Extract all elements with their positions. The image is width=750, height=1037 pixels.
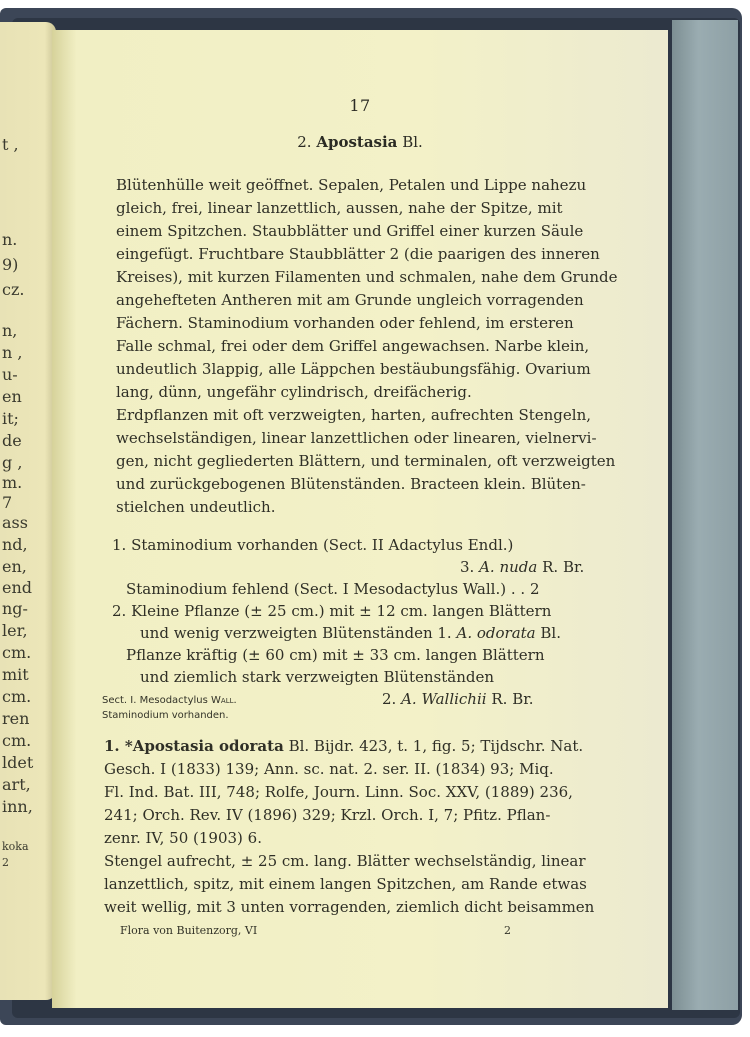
left-page-fragment: en (2, 387, 22, 406)
key-line-text: und wenig verzweigten Blütenständen 1. (140, 624, 452, 642)
left-page-fragment: n , (2, 343, 23, 362)
key-line-text: Staminodium fehlend (Sect. I Mesodactylus Wall.) . (126, 580, 516, 598)
key-result-species: A. nuda (479, 558, 538, 576)
text-line: stielchen undeutlich. (116, 498, 276, 516)
text-line: Erdpflanzen mit oft verzweigten, harten, aufrechten Stengeln, (116, 406, 591, 424)
page-block-edge (672, 20, 738, 1010)
left-page-fragment: cm. (2, 687, 32, 706)
left-page-fragment: en, (2, 557, 27, 576)
species-citation: Bl. Bijdr. 423, t. 1, fig. 5; Tijdschr. Nat. (283, 737, 584, 755)
species-entry-line (104, 737, 583, 755)
text-line: zenr. IV, 50 (1903) 6. (104, 829, 262, 847)
left-page-fragment: n, (2, 321, 18, 340)
text-line: wechselständigen, linear lanzettlichen oder linearen, vielnervi- (116, 429, 597, 447)
left-page (0, 22, 56, 1000)
left-page-fragment: inn, (2, 797, 33, 816)
left-page-fragment: it; (2, 409, 19, 428)
key-line-lead: . 2 (520, 580, 540, 598)
left-page-fragment: end (2, 578, 33, 597)
heading-genus: Apostasia (316, 133, 398, 151)
left-page-fragment: koka (2, 840, 29, 853)
key-result-author: R. Br. (491, 690, 534, 708)
key-result-author: Bl. (540, 624, 561, 642)
text-line: Stengel aufrecht, ± 25 cm. lang. Blätter wechselständig, linear (104, 852, 586, 870)
left-page-fragment: ldet (2, 753, 34, 772)
section-note-author: Wall. (211, 695, 237, 706)
left-page-fragment: de (2, 431, 22, 450)
left-page-fragment: ren (2, 709, 30, 728)
key-result (460, 558, 584, 576)
text-line: einem Spitzchen. Staubblätter und Griffel einer kurzen Säule (116, 222, 584, 240)
left-page-fragment: g , (2, 453, 23, 472)
text-line: gen, nicht gegliederten Blättern, und terminalen, oft verzweigten (116, 452, 616, 470)
key-result-author: R. Br. (542, 558, 585, 576)
text-line: lang, dünn, ungefähr cylindrisch, dreifächerig. (116, 383, 472, 401)
left-page-fragment: mit (2, 665, 29, 684)
key-result (382, 690, 534, 708)
genus-heading (52, 133, 668, 151)
footer-title: Flora von Buitenzorg, VI (120, 924, 258, 937)
species-name: 1. *Apostasia odorata (104, 737, 284, 755)
right-page (52, 30, 668, 1008)
left-page-fragment: ass (2, 513, 28, 532)
text-line: 241; Orch. Rev. IV (1896) 329; Krzl. Orch. I, 7; Pfitz. Pflan- (104, 806, 551, 824)
left-page-fragment: t , (2, 135, 19, 154)
left-page-fragment: m. (2, 473, 23, 492)
page-number: 17 (349, 96, 371, 115)
text-line: Gesch. I (1833) 139; Ann. sc. nat. 2. ser. II. (1834) 93; Miq. (104, 760, 554, 778)
key-line: 2. Kleine Pflanze (± 25 cm.) mit ± 12 cm. langen Blättern (112, 602, 552, 620)
key-result-number: 2. (382, 690, 397, 708)
key-result-species: A. Wallichii (401, 690, 487, 708)
text-line: eingefügt. Fruchtbare Staubblätter 2 (die paarigen des inneren (116, 245, 600, 263)
key-line: und ziemlich stark verzweigten Blütenständen (140, 668, 495, 686)
key-line (140, 624, 561, 642)
section-note-prefix: Sect. I. Mesodactylus (102, 695, 208, 706)
left-page-fragment: 2 (2, 856, 9, 869)
text-line: weit wellig, mit 3 unten vorragenden, ziemlich dicht beisammen (104, 898, 595, 916)
left-page-fragment: art, (2, 775, 31, 794)
text-line: und zurückgebogenen Blütenständen. Bracteen klein. Blüten- (116, 475, 586, 493)
left-page-fragment: u- (2, 365, 18, 384)
footer-signature: 2 (504, 924, 511, 937)
left-page-fragment: 9) (2, 255, 19, 274)
left-page-fragment: cm. (2, 731, 32, 750)
left-page-fragment: n. (2, 230, 18, 249)
key-result-species: A. odorata (456, 624, 536, 642)
key-line: Pflanze kräftig (± 60 cm) mit ± 33 cm. langen Blättern (126, 646, 545, 664)
text-line: Fl. Ind. Bat. III, 748; Rolfe, Journ. Linn. Soc. XXV, (1889) 236, (104, 783, 573, 801)
text-line: Falle schmal, frei oder dem Griffel angewachsen. Narbe klein, (116, 337, 590, 355)
left-page-fragment: nd, (2, 535, 28, 554)
key-line (126, 580, 540, 598)
left-page-fragment: cm. (2, 643, 32, 662)
key-result-number: 3. (460, 558, 475, 576)
heading-author: Bl. (402, 133, 423, 151)
text-line: lanzettlich, spitz, mit einem langen Spitzchen, am Rande etwas (104, 875, 587, 893)
text-line: angehefteten Antheren mit am Grunde ungleich vorragenden (116, 291, 584, 309)
text-line: Kreises), mit kurzen Filamenten und schmalen, nahe dem Grunde (116, 268, 618, 286)
heading-number: 2. (297, 133, 312, 151)
left-page-fragment: 7 (2, 493, 13, 512)
text-line: Fächern. Staminodium vorhanden oder fehlend, im ersteren (116, 314, 574, 332)
section-note-line: Staminodium vorhanden. (102, 710, 229, 721)
left-page-fragment: ng- (2, 599, 28, 618)
left-page-fragment: ler, (2, 621, 28, 640)
text-line: gleich, frei, linear lanzettlich, aussen, nahe der Spitze, mit (116, 199, 563, 217)
text-line: Blütenhülle weit geöffnet. Sepalen, Petalen und Lippe nahezu (116, 176, 587, 194)
key-line: 1. Staminodium vorhanden (Sect. II Adactylus Endl.) (112, 536, 514, 554)
text-line: undeutlich 3lappig, alle Läppchen bestäubungsfähig. Ovarium (116, 360, 591, 378)
left-page-fragment: cz. (2, 280, 25, 299)
section-note-line (102, 695, 237, 706)
